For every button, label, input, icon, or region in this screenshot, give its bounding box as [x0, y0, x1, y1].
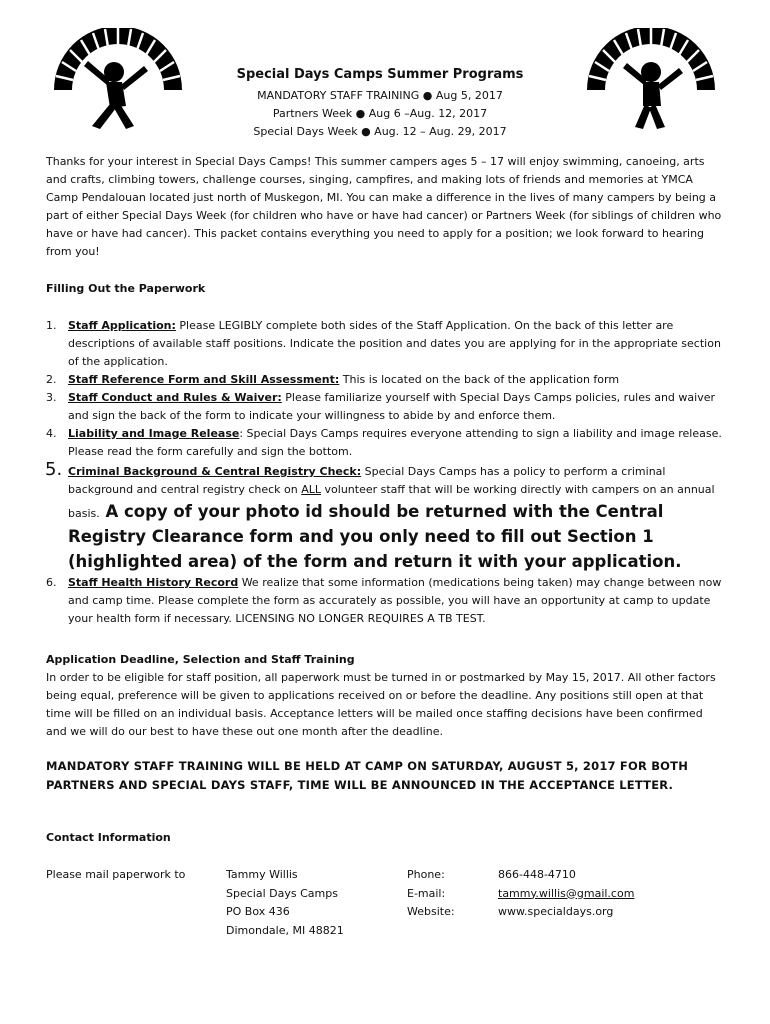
header-special-days-week: Special Days Week ● Aug. 12 – Aug. 29, 2017	[253, 125, 507, 138]
address-line: Dimondale, MI 48821	[226, 923, 344, 937]
deadline-section	[46, 651, 726, 741]
item-text: We realize that some information (medications being taken) may change between now and camp time. Please complete the form as accurately as possible, you will have an opportunity at camp to update your health form if necessary. LICENSING NO LONGER REQUIRES A TB TEST.	[68, 576, 722, 625]
mailing-address	[226, 866, 344, 940]
item-number: 5.	[45, 459, 63, 480]
list-item	[46, 371, 726, 389]
item-number: 1.	[46, 319, 57, 332]
website-label: Website:	[407, 905, 455, 918]
list-item	[46, 389, 726, 425]
item-number: 3.	[46, 391, 57, 404]
item-heading: Staff Reference Form and Skill Assessment:	[68, 373, 340, 386]
item-text: : Special Days Camps requires everyone attending to sign a liability and image release. Please read the form carefully and sign the bottom.	[68, 427, 722, 458]
item-text: This is located on the back of the application form	[339, 373, 620, 386]
contact-labels	[407, 866, 455, 922]
website-link[interactable]: www.specialdays.org	[498, 905, 614, 918]
camp-logo-right	[583, 28, 719, 130]
address-line: Tammy Willis	[226, 868, 298, 881]
phone-number: 866-448-4710	[498, 868, 576, 881]
item-text: Special Days Camps has a policy to perform a criminal background and central registry check on	[68, 465, 666, 496]
item-heading: Staff Health History Record	[68, 576, 239, 589]
camp-logo-left	[50, 28, 186, 130]
mandatory-training-notice: MANDATORY STAFF TRAINING WILL BE HELD AT CAMP ON SATURDAY, AUGUST 5, 2017 FOR BOTH PARTNERS AND SPECIAL DAYS STAFF, TIME WILL BE ANNOUNCED IN THE ACCEPTANCE LETTER.	[46, 759, 689, 792]
item-number: 2.	[46, 373, 57, 386]
item-heading: Staff Conduct and Rules & Waiver:	[68, 391, 282, 404]
email-link[interactable]: tammy.willis@gmail.com	[498, 886, 635, 900]
list-item	[46, 574, 726, 628]
paperwork-section-title: Filling Out the Paperwork	[46, 282, 206, 295]
list-item	[46, 425, 726, 461]
list-item	[46, 317, 726, 371]
deadline-text: In order to be eligible for staff position, all paperwork must be turned in or postmarked by May 15, 2017. All other factors being equal, preference will be given to applications received on or before the deadline. Any positions still open at that time will be filled on an individual basis. Acceptance letters will be mailed once staffing decisions have been confirmed and we will do our best to have these out one month after the deadline.	[46, 671, 716, 738]
intro-paragraph: Thanks for your interest in Special Days Camps! This summer campers ages 5 – 17 will enjoy swimming, canoeing, arts and crafts, climbing towers, challenge courses, singing, campfires, and making lots of friends and memories at YMCA Camp Pendalouan located just north of Muskegon, MI. You can make a difference in the lives of many campers by being a part of either Special Days Week (for children who have or have had cancer) or Partners Week (for siblings of children who have or have had cancer). This packet contains everything you need to apply for a position; we look forward to hearing from you!	[46, 155, 722, 258]
item-heading: Staff Application:	[68, 319, 176, 332]
header-partners-week: Partners Week ● Aug 6 –Aug. 12, 2017	[272, 107, 488, 120]
email-label: E-mail:	[407, 886, 446, 900]
item-number: 4.	[46, 427, 57, 440]
document-title: Special Days Camps Summer Programs	[236, 67, 524, 82]
list-item	[45, 459, 726, 574]
camper-figure-icon	[623, 62, 683, 129]
item-text: Please familiarize yourself with Special Days Camps policies, rules and waiver and sign the back of the form to indicate your willingness to abide by and enforce them.	[68, 391, 716, 422]
contact-section-title: Contact Information	[46, 831, 171, 844]
item-text: volunteer staff that will be working directly with campers on an annual basis.	[68, 483, 715, 520]
document-header	[190, 66, 570, 141]
header-training-date: MANDATORY STAFF TRAINING ● Aug 5, 2017	[257, 89, 503, 102]
photo-id-emphasis: A copy of your photo id should be returned with the Central Registry Clearance form and you only need to fill out Section 1 (highlighted area) of the form and return it with your application.	[68, 502, 682, 571]
item-text-all: ALL	[301, 483, 322, 496]
item-text: Please LEGIBLY complete both sides of the Staff Application. On the back of this letter are descriptions of available staff positions. Indicate the position and dates you are applying for in the appropriate section of the application.	[68, 319, 721, 368]
item-number: 6.	[46, 576, 57, 589]
phone-label: Phone:	[407, 868, 445, 881]
item-heading: Liability and Image Release	[68, 427, 240, 440]
item-heading: Criminal Background & Central Registry Check:	[68, 465, 362, 478]
address-line: Special Days Camps	[226, 886, 338, 900]
contact-values	[498, 866, 634, 922]
mail-label: Please mail paperwork to	[46, 868, 186, 881]
paperwork-list	[46, 317, 726, 628]
deadline-title: Application Deadline, Selection and Staff Training	[46, 653, 355, 666]
camper-figure-icon	[84, 61, 148, 129]
address-line: PO Box 436	[226, 905, 290, 918]
